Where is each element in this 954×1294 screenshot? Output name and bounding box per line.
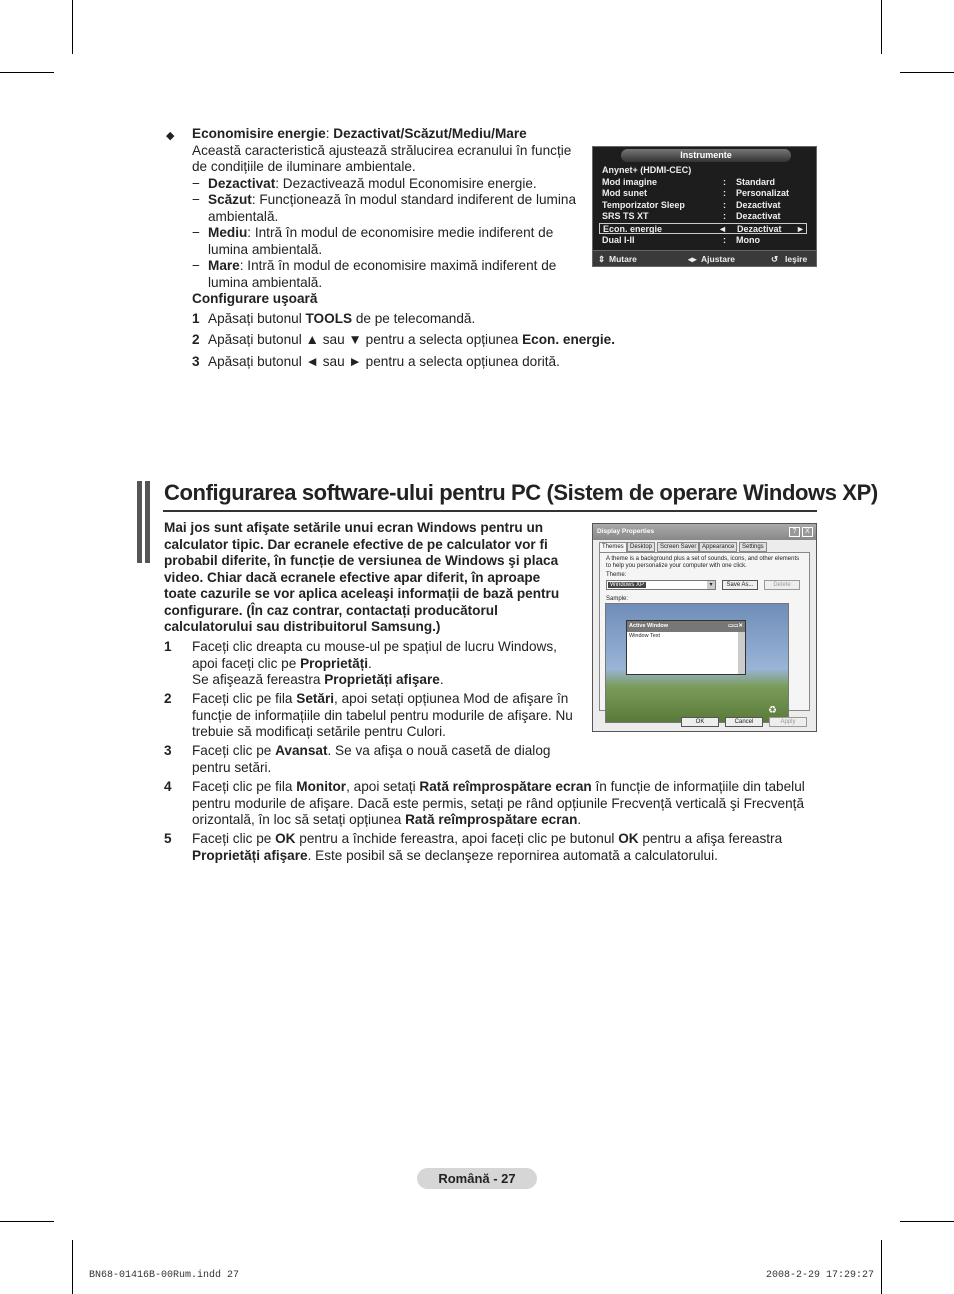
apply-button: Apply	[769, 717, 807, 727]
energy-saving-block	[192, 126, 587, 308]
menu-row-energy-saving: Econ. energie ◄ Dezactivat ►	[599, 223, 807, 234]
cancel-button: Cancel	[725, 717, 763, 727]
adjust-icon: ◂▸	[688, 254, 697, 264]
crop-mark	[900, 1221, 954, 1222]
theme-label: Theme:	[606, 572, 627, 578]
option-off: − Dezactivat: Dezactivează modul Economisire energie.	[192, 175, 537, 191]
heading-bar	[145, 481, 150, 563]
recycle-bin-icon: ♻	[768, 705, 777, 716]
ok-button: OK	[681, 717, 719, 727]
sample-preview	[605, 603, 789, 723]
menu-row-srs: SRS TS XT : Dezactivat	[602, 211, 781, 221]
heading-rule	[163, 510, 817, 512]
delete-button: Delete	[764, 580, 800, 590]
tools-menu-footer: ⇕ Mutare ◂▸ Ajustare ↺ Ieşire	[593, 250, 816, 266]
return-icon: ↺	[771, 254, 779, 264]
tab-screen-saver: Screen Saver	[657, 542, 699, 552]
window-controls-icon: ▭▭✕	[727, 623, 743, 629]
theme-select: Windows XP ▾	[606, 580, 716, 590]
tools-menu-screenshot	[592, 146, 817, 267]
tab-desktop: Desktop	[627, 542, 655, 552]
heading-bar	[137, 481, 142, 563]
option-high: − Mare: Intră în modul de economisire maximă indiferent de lumina ambientală.	[192, 258, 557, 290]
option-medium: − Mediu: Intră în modul de economisire medie indiferent de lumina ambientală.	[192, 225, 554, 257]
tab-appearance: Appearance	[699, 542, 737, 552]
close-icon: X	[802, 527, 813, 537]
tab-themes: Themes	[599, 542, 627, 553]
print-slug-file: BN68-01416B-00Rum.indd 27	[89, 1270, 240, 1281]
print-slug-date: 2008-2-29 17:29:27	[766, 1270, 875, 1281]
menu-row-picture-mode: Mod imagine : Standard	[602, 177, 776, 187]
dialog-title: Display Properties	[593, 524, 816, 540]
tab-settings: Settings	[739, 542, 767, 552]
move-icon: ⇕	[598, 254, 606, 264]
menu-row-sound-mode: Mod sunet : Personalizat	[602, 188, 790, 198]
themes-description: A theme is a background plus a set of sounds, icons, and other elements to help you personalize your computer with one click.	[606, 556, 800, 569]
diamond-bullet-icon: ◆	[166, 130, 175, 142]
active-window-preview: Active Window ▭▭✕ Window Text	[626, 620, 746, 675]
tools-menu-title: Instrumente	[621, 149, 791, 162]
crop-mark	[0, 72, 54, 73]
crop-mark	[881, 1240, 882, 1294]
crop-mark	[0, 1221, 54, 1222]
display-properties-screenshot	[592, 523, 817, 732]
easy-setup-title: Configurare uşoară	[192, 291, 318, 306]
menu-row-sleep-timer: Temporizator Sleep : Dezactivat	[602, 200, 781, 210]
crop-mark	[72, 1240, 73, 1294]
chevron-down-icon: ▾	[707, 581, 715, 589]
section-heading: Configurarea software-ului pentru PC (Sistem de operare Windows XP)	[164, 480, 878, 505]
page-number-badge: Română - 27	[417, 1168, 537, 1189]
crop-mark	[900, 72, 954, 73]
scrollbar	[738, 632, 745, 674]
bullet-title: Economisire energie: Dezactivat/Scăzut/Mediu/Mare	[192, 126, 527, 141]
save-as-button: Save As...	[722, 580, 758, 590]
option-low: − Scăzut: Funcționează în modul standard indiferent de lumina ambientală.	[192, 192, 577, 224]
intro-paragraph: Mai jos sunt afişate setările unui ecran Windows pentru un calculator tipic. Dar ecranele efective de pe calculator vor fi probabil diferite, în funcție de versiunea de Windows şi placa video. Chiar dacă ecranele efective apar diferit, în aproape toate cazurile se vor aplica aceleaşi informații de bază pentru configurare. (În caz contrar, contactați producătorul calculatorului sau distribuitorul Samsung.)	[164, 520, 560, 634]
bullet-description: Această caracteristică ajustează strălucirea ecranului în funcție de condițiile de iluminare ambientale.	[192, 142, 572, 174]
help-icon: ?	[789, 527, 800, 537]
crop-mark	[72, 0, 73, 54]
sample-label: Sample:	[606, 596, 629, 602]
crop-mark	[881, 0, 882, 54]
menu-row-dual: Dual I-II : Mono	[602, 235, 760, 245]
menu-row-anynet: Anynet+ (HDMI-CEC)	[602, 165, 692, 175]
